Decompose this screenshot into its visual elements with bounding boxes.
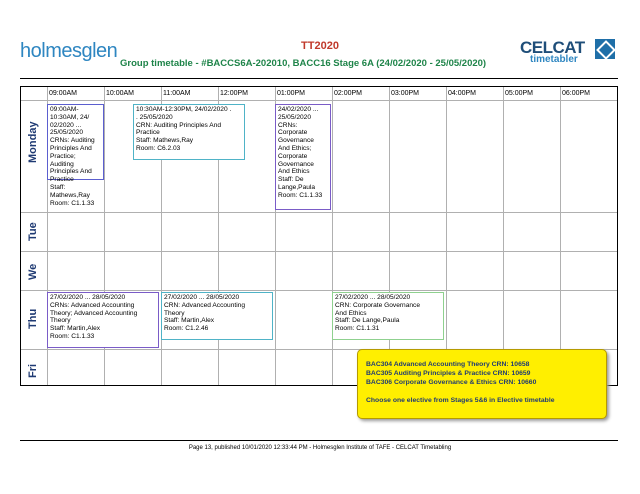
- day-label-tue: Tue: [27, 222, 39, 241]
- footer-rule: [20, 440, 618, 441]
- time-header: 12:00PM: [220, 90, 249, 97]
- page-title: TT2020: [301, 40, 339, 52]
- celcat-logo-icon: [595, 39, 615, 59]
- celcat-brand-sub: timetabler: [530, 54, 578, 65]
- celcat-logo: [520, 38, 585, 65]
- day-label-fri: Fri: [27, 363, 39, 378]
- day-label-wed: We: [27, 263, 39, 280]
- time-header: 01:00PM: [277, 90, 306, 97]
- event-governance-thursday[interactable]: 27/02/2020 ... 28/05/2020 CRN: Corporate Governance And Ethics Staff: De Lange,Paula Room: C1.1.31: [332, 292, 444, 340]
- holmesglen-logo: holmesglen: [20, 40, 118, 62]
- note-line: BAC306 Corporate Governance & Ethics CRN: 10660: [366, 379, 537, 386]
- time-header: 11:00AM: [163, 90, 191, 97]
- time-header: 10:00AM: [106, 90, 135, 97]
- time-header: 02:00PM: [334, 90, 363, 97]
- note-spacer: [366, 387, 598, 396]
- time-header: 09:00AM: [49, 90, 78, 97]
- event-accounting-thursday-2[interactable]: 27/02/2020 ... 28/05/2020 CRN: Advanced Accounting Theory Staff: Martin,Alex Room: C1.2.46: [161, 292, 273, 340]
- time-header: 06:00PM: [562, 90, 591, 97]
- time-header: 03:00PM: [391, 90, 420, 97]
- elective-note: [357, 349, 607, 419]
- time-header: 05:00PM: [505, 90, 534, 97]
- event-auditing-monday-2[interactable]: 10:30AM-12:30PM, 24/02/2020 . . 25/05/2020 CRN: Auditing Principles And Practice Staff: Mathews,Ray Room: C6.2.03: [133, 104, 245, 160]
- note-line: BAC304 Advanced Accounting Theory CRN: 10658: [366, 361, 530, 368]
- timetable-subtitle: Group timetable - #BACCS6A-202010, BACC16 Stage 6A (24/02/2020 - 25/05/2020): [120, 58, 487, 69]
- timetable-grid: [20, 86, 618, 386]
- day-label-thu: Thu: [27, 308, 39, 329]
- celcat-brand: CELCAT: [520, 38, 585, 57]
- note-line: Choose one elective from Stages 5&6 in Elective timetable: [366, 397, 555, 404]
- page-footer: Page 13, published 10/01/2020 12:33:44 PM - Holmesglen Institute of TAFE - CELCAT Timetabling: [188, 445, 452, 451]
- note-line: BAC305 Auditing Principles & Practice CRN: 10659: [366, 370, 531, 377]
- day-label-monday: Monday: [27, 121, 39, 163]
- event-auditing-monday-1[interactable]: 09:00AM-10:30AM, 24/ 02/2020 ... 25/05/2020 CRNs: Auditing Principles And Practice; Auditing Principles And Practice Staff: Mathews,Ray Room: C1.1.33: [47, 104, 104, 180]
- event-accounting-thursday-1[interactable]: 27/02/2020 ... 28/05/2020 CRNs: Advanced Accounting Theory; Advanced Accounting Theory Staff: Martin,Alex Room: C1.1.33: [47, 292, 159, 348]
- event-governance-monday[interactable]: 24/02/2020 ... 25/05/2020 CRNs: Corporate Governance And Ethics; Corporate Governance And Ethics Staff: De Lange,Paula Room: C1.1.33: [275, 104, 331, 210]
- time-header: 04:00PM: [448, 90, 477, 97]
- header-rule: [20, 78, 618, 79]
